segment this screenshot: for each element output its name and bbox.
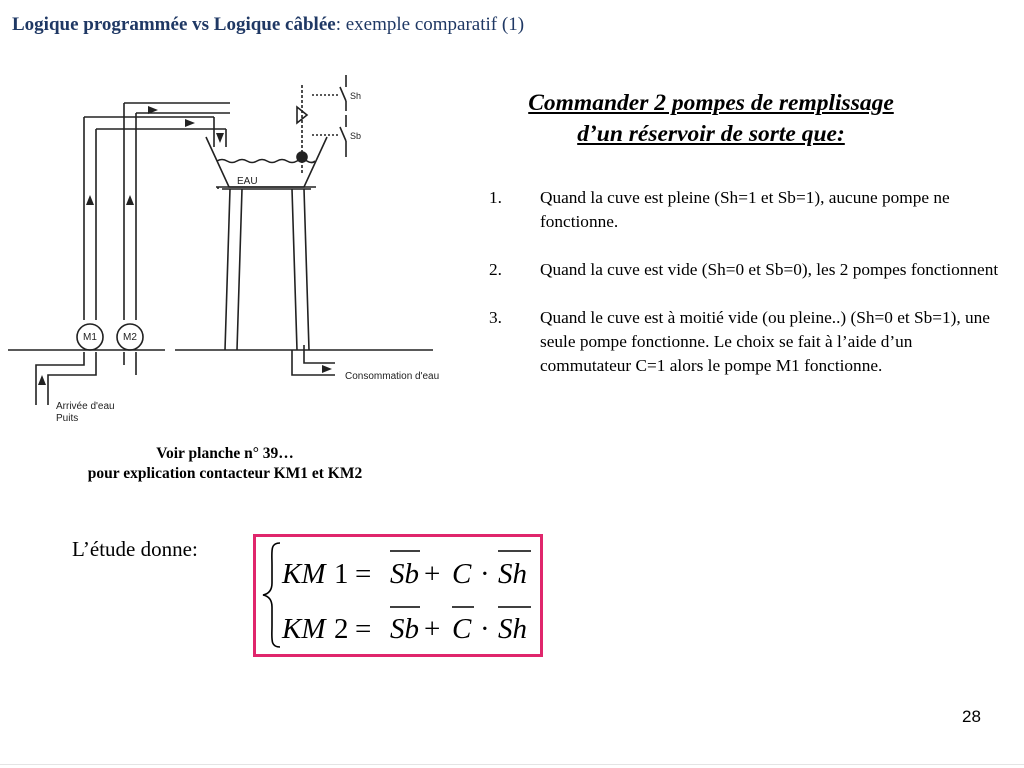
arrivee-label: Arrivée d'eau bbox=[56, 401, 115, 412]
equation-km2 bbox=[281, 613, 527, 645]
title-rest: : exemple comparatif (1) bbox=[335, 14, 525, 35]
page-number: 28 bbox=[962, 707, 981, 726]
eq1-sh: Sh bbox=[498, 558, 527, 590]
list-text: Quand la cuve est vide (Sh=0 et Sb=0), les 2 pompes fonctionnent bbox=[540, 260, 999, 279]
caption-line2: pour explication contacteur KM1 et KM2 bbox=[87, 465, 363, 482]
equations-box bbox=[253, 534, 543, 657]
eq2-km: KM bbox=[282, 613, 326, 645]
eq1-index: 1 bbox=[334, 558, 349, 590]
eq2-sh: Sh bbox=[498, 613, 527, 645]
eau-label: EAU bbox=[237, 176, 258, 187]
sh-label: Sh bbox=[350, 91, 362, 101]
slide-title bbox=[12, 14, 524, 36]
eq2-sb: Sb bbox=[390, 613, 419, 645]
list-item bbox=[489, 258, 999, 282]
objective-heading bbox=[486, 88, 936, 150]
list-number: 3. bbox=[489, 308, 502, 327]
eq2-dot: · bbox=[480, 613, 490, 645]
eq2-plus: + bbox=[424, 613, 441, 645]
conditions-list bbox=[489, 186, 999, 402]
list-number: 1. bbox=[489, 188, 502, 207]
diagram-caption bbox=[0, 444, 450, 484]
eq1-plus: + bbox=[424, 558, 441, 590]
consommation-label: Consommation d'eau bbox=[345, 371, 440, 382]
list-text: Quand la cuve est pleine (Sh=1 et Sb=1), aucune pompe ne fonctionne. bbox=[540, 188, 950, 231]
m1-label: M1 bbox=[83, 332, 97, 343]
eq1-sb: Sb bbox=[390, 558, 419, 590]
sb-label: Sb bbox=[350, 131, 362, 141]
etude-label: L’étude donne: bbox=[72, 537, 198, 561]
heading-line1: Commander 2 pompes de remplissage bbox=[528, 90, 894, 116]
eq1-equals: = bbox=[355, 558, 372, 590]
eq1-km: KM bbox=[282, 558, 326, 590]
caption-line1: Voir planche n° 39… bbox=[156, 445, 294, 462]
footer-divider bbox=[0, 764, 1024, 765]
eq2-equals: = bbox=[355, 613, 372, 645]
equation-km1 bbox=[281, 558, 527, 590]
list-number: 2. bbox=[489, 260, 502, 279]
eq2-c: C bbox=[452, 613, 472, 645]
equations-svg bbox=[256, 537, 540, 654]
eq2-index: 2 bbox=[334, 613, 349, 645]
eq1-dot: · bbox=[480, 558, 490, 590]
list-item bbox=[489, 186, 999, 234]
brace-icon bbox=[263, 543, 280, 647]
m2-label: M2 bbox=[123, 332, 137, 343]
title-bold: Logique programmée vs Logique câblée bbox=[12, 14, 336, 35]
water-tower-diagram bbox=[0, 65, 450, 440]
puits-label: Puits bbox=[56, 413, 79, 424]
list-text: Quand le cuve est à moitié vide (ou pleine..) (Sh=0 et Sb=1), une seule pompe fonctionne. Le choix se fait à l’aide d’un commutateur C=1 alors le pompe M1 fonctionne. bbox=[540, 308, 990, 375]
heading-line2: d’un réservoir de sorte que: bbox=[577, 121, 845, 147]
eq1-c: C bbox=[452, 558, 472, 590]
list-item bbox=[489, 306, 999, 378]
